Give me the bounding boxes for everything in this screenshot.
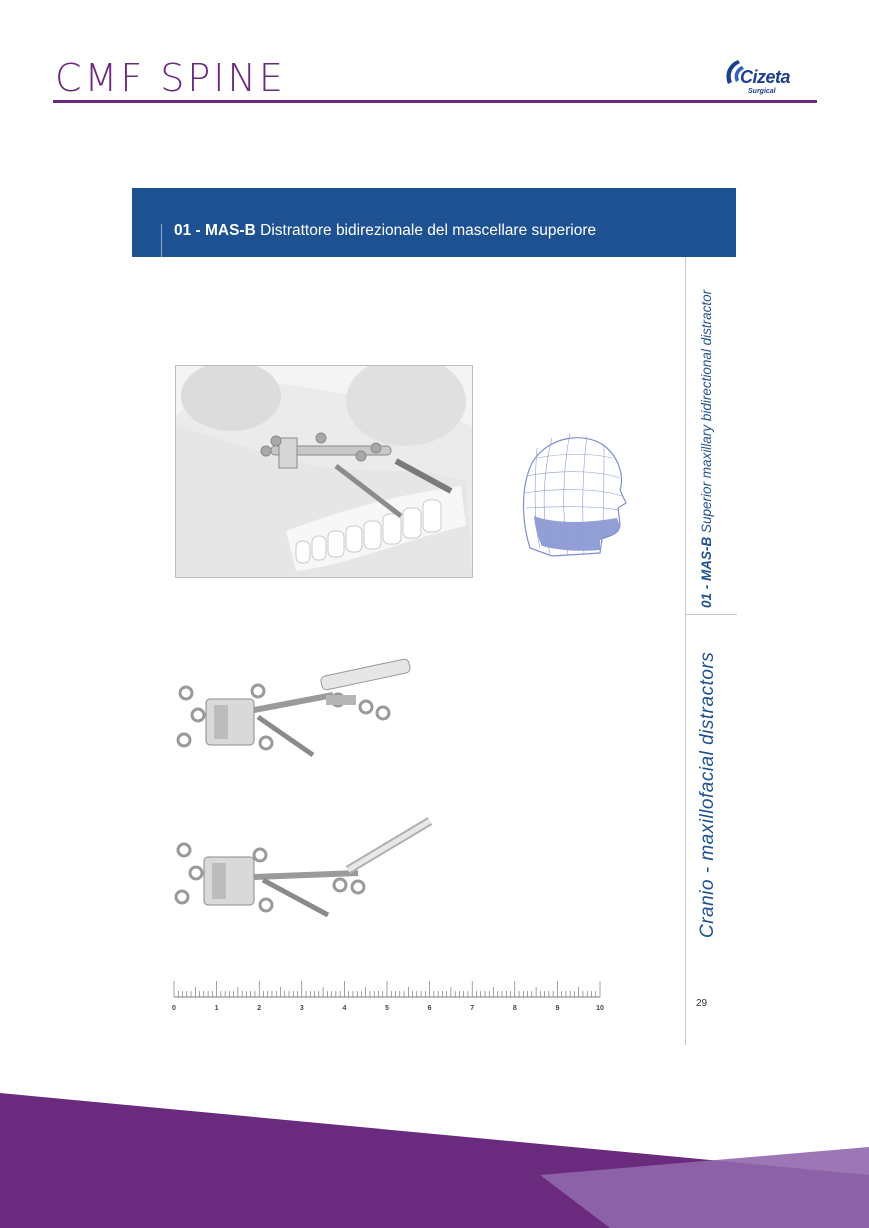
- ruler-label: 9: [555, 1005, 560, 1012]
- distractor-photo-closed: [168, 655, 423, 770]
- ruler-label: 2: [257, 1005, 262, 1012]
- side-column-rule: [685, 257, 686, 1045]
- page-number: 29: [696, 998, 708, 1009]
- ruler-label: 0: [172, 1005, 176, 1012]
- ruler-label: 7: [470, 1005, 475, 1012]
- side-section-label: Cranio - maxillofacial distractors: [697, 651, 718, 938]
- ruler-label: 5: [385, 1005, 389, 1012]
- banner-description: Distrattore bidirezionale del mascellare superiore: [260, 222, 597, 239]
- banner-title: [174, 222, 596, 240]
- ruler-ticks: [168, 975, 613, 1003]
- side-product-label: [699, 290, 714, 608]
- logo-text: Cizeta: [740, 67, 791, 87]
- footer-decoration: [0, 1085, 869, 1228]
- banner-divider: [161, 224, 162, 257]
- page-title: CMF SPINE: [55, 56, 286, 100]
- skull-photo: [175, 365, 473, 578]
- title-underline: [53, 100, 817, 103]
- ruler-label: 3: [299, 1005, 304, 1012]
- side-product-code: 01 - MAS-B: [699, 536, 714, 608]
- logo-subtext: Surgical: [748, 88, 776, 95]
- product-banner: [132, 188, 736, 257]
- side-product-name: Superior maxillary bidirectional distractor: [699, 289, 714, 533]
- banner-code: 01 - MAS-B: [174, 222, 256, 239]
- ruler-label: 10: [596, 1005, 604, 1012]
- ruler-label: 1: [214, 1005, 219, 1012]
- ruler-label: 8: [512, 1005, 517, 1012]
- cizeta-logo: [720, 50, 816, 100]
- head-region-icon: [512, 428, 632, 568]
- scale-ruler: [168, 975, 613, 1015]
- ruler-label: 4: [342, 1005, 347, 1012]
- side-column-separator: [685, 614, 737, 615]
- distractor-photo-extended: [168, 815, 443, 925]
- ruler-label: 6: [427, 1005, 432, 1012]
